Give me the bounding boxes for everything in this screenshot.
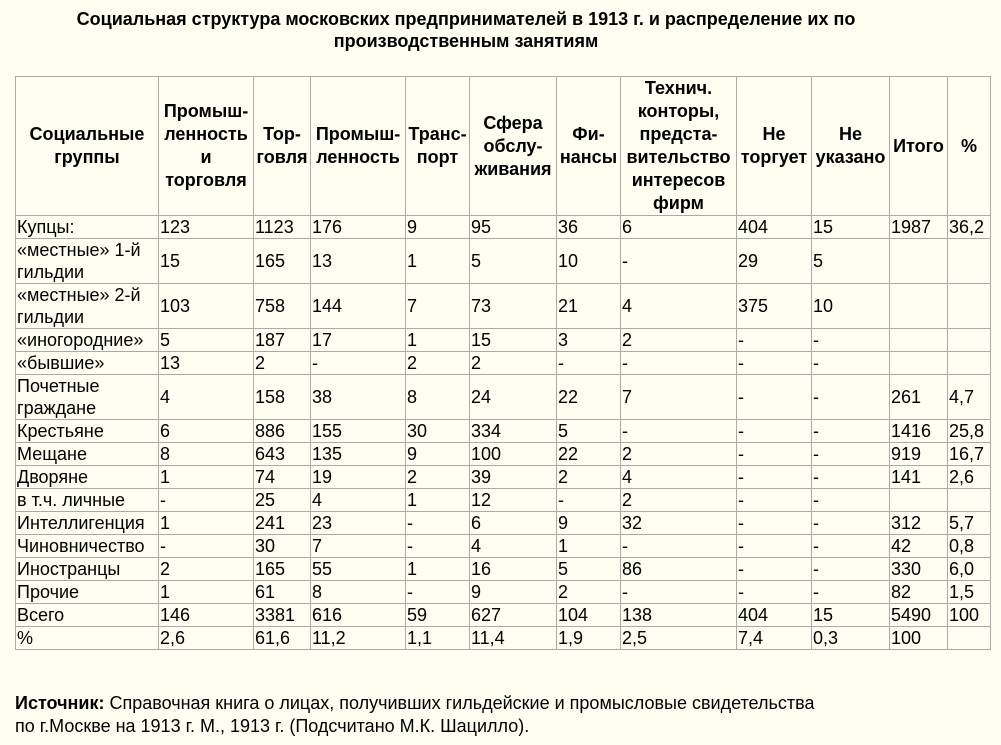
table-cell: 6 [470,512,557,535]
table-cell: 1 [159,466,254,489]
table-cell: 1 [406,239,470,284]
column-header: Сфера обслу-живания [470,77,557,216]
table-cell: - [557,489,621,512]
table-cell [948,352,991,375]
table-cell: - [159,489,254,512]
source-label: Источник: [15,693,105,713]
table-cell: 4 [470,535,557,558]
table-row [16,352,991,375]
row-group-label: Дворяне [16,466,159,489]
table-cell: 187 [254,329,311,352]
table-cell: 241 [254,512,311,535]
table-cell: 9 [406,443,470,466]
table-cell: - [737,489,812,512]
table-cell: 15 [470,329,557,352]
table-cell: - [557,352,621,375]
table-cell: 404 [737,604,812,627]
table-cell: 2 [557,581,621,604]
table-cell: 15 [812,216,890,239]
title-line-1: Социальная структура московских предпринимателей в 1913 г. и распределение их по [76,9,856,29]
row-group-label: Купцы: [16,216,159,239]
table-cell: 4 [311,489,406,512]
column-header: % [948,77,991,216]
table-cell: - [812,581,890,604]
table-cell: 10 [557,239,621,284]
table-cell: 2 [159,558,254,581]
table-cell: 758 [254,284,311,329]
table-cell: 1416 [890,420,948,443]
table-cell [948,329,991,352]
table-cell: - [812,489,890,512]
table-cell: 261 [890,375,948,420]
table-cell: 5490 [890,604,948,627]
page-title [0,8,932,52]
table-cell: 334 [470,420,557,443]
column-header: Итого [890,77,948,216]
table-cell: 22 [557,375,621,420]
table-cell: 3 [557,329,621,352]
column-header: Транс-порт [406,77,470,216]
column-header: Не указано [812,77,890,216]
table-cell: 5 [812,239,890,284]
table-cell: 9 [406,216,470,239]
table-row [16,284,991,329]
table-cell: - [812,329,890,352]
table-cell: 13 [159,352,254,375]
header-row [16,77,991,216]
table-cell: - [621,352,737,375]
row-group-label: Всего [16,604,159,627]
row-group-label: Почетные граждане [16,375,159,420]
table-cell [948,284,991,329]
row-group-label: Прочие [16,581,159,604]
column-header: Социальные группы [16,77,159,216]
source-text: Справочная книга о лицах, получивших гильдейские и промысловые свидетельства [109,693,815,713]
column-header: Промыш-ленность [311,77,406,216]
table-cell: 11,2 [311,627,406,650]
table-cell [890,239,948,284]
table-cell: - [812,352,890,375]
table-cell: 8 [159,443,254,466]
table-cell: 1987 [890,216,948,239]
table-cell: 21 [557,284,621,329]
table-row [16,420,991,443]
table-cell: 330 [890,558,948,581]
table-cell: 165 [254,239,311,284]
table-cell: 2 [621,329,737,352]
table-cell: 10 [812,284,890,329]
table-cell: - [621,239,737,284]
table-cell: 1 [406,489,470,512]
table-cell: 100 [470,443,557,466]
table-cell [890,352,948,375]
table-cell: 6,0 [948,558,991,581]
table-row [16,443,991,466]
table-cell: - [406,512,470,535]
table-cell: 59 [406,604,470,627]
table-cell [890,489,948,512]
table-cell: 4 [621,284,737,329]
row-group-label: в т.ч. личные [16,489,159,512]
table-cell: 2 [621,443,737,466]
source-note [15,692,975,738]
table-cell: 25 [254,489,311,512]
table-cell: 9 [470,581,557,604]
table-cell: - [737,512,812,535]
table-row [16,581,991,604]
table-cell: 627 [470,604,557,627]
table-cell: 36 [557,216,621,239]
table-cell [948,239,991,284]
table-row [16,489,991,512]
table-cell: 404 [737,216,812,239]
table-cell: 9 [557,512,621,535]
table-cell: 1123 [254,216,311,239]
table-cell: 5 [557,420,621,443]
table-cell: 16 [470,558,557,581]
table-cell: 23 [311,512,406,535]
table-cell: 919 [890,443,948,466]
table-cell: - [737,352,812,375]
column-header: Тор-говля [254,77,311,216]
table-cell: 0,3 [812,627,890,650]
table-cell: - [621,535,737,558]
row-group-label: «местные» 1-й гильдии [16,239,159,284]
row-group-label: «иногородние» [16,329,159,352]
table-cell: 165 [254,558,311,581]
table-row [16,239,991,284]
table-cell: 144 [311,284,406,329]
table-cell: - [812,420,890,443]
table-cell: 1 [406,329,470,352]
table-cell: 12 [470,489,557,512]
table-cell: 2 [406,466,470,489]
row-group-label: Иностранцы [16,558,159,581]
table-cell: 24 [470,375,557,420]
table-cell: 1,1 [406,627,470,650]
column-header: Не торгует [737,77,812,216]
table-cell: - [311,352,406,375]
table-cell: 61 [254,581,311,604]
table-row [16,512,991,535]
table-cell: - [812,558,890,581]
table-cell: - [406,581,470,604]
table-row [16,375,991,420]
table-cell: 6 [621,216,737,239]
table-cell: 4 [159,375,254,420]
table-cell: 17 [311,329,406,352]
table-cell: - [621,581,737,604]
table-cell: 2 [254,352,311,375]
table-cell: 135 [311,443,406,466]
column-header: Фи-нансы [557,77,621,216]
column-header: Промыш-ленность и торговля [159,77,254,216]
table-cell: 2,6 [159,627,254,650]
table-cell: 1,5 [948,581,991,604]
table-cell: 61,6 [254,627,311,650]
title-line-2: производственным занятиям [333,31,599,51]
table-cell: - [812,512,890,535]
row-group-label: «бывшие» [16,352,159,375]
table-cell: - [812,443,890,466]
table-cell: - [737,420,812,443]
table-cell: 3381 [254,604,311,627]
table-row [16,558,991,581]
table-cell: 4 [621,466,737,489]
table-cell: 39 [470,466,557,489]
table-cell: 138 [621,604,737,627]
table-cell: 103 [159,284,254,329]
table-cell: 55 [311,558,406,581]
table-cell: - [737,375,812,420]
row-group-label: Чиновничество [16,535,159,558]
table-body [16,216,991,650]
table-cell: - [159,535,254,558]
table-row [16,627,991,650]
table-cell: 13 [311,239,406,284]
table-cell: - [737,466,812,489]
table-cell: 6 [159,420,254,443]
table-cell: - [621,420,737,443]
table-cell: 616 [311,604,406,627]
table-cell: 95 [470,216,557,239]
table-cell: 11,4 [470,627,557,650]
table-cell: 100 [948,604,991,627]
table-cell: 73 [470,284,557,329]
table-cell: 32 [621,512,737,535]
table-cell: 30 [406,420,470,443]
row-group-label: Крестьяне [16,420,159,443]
table-cell: 643 [254,443,311,466]
table-cell [948,489,991,512]
table-cell: 8 [311,581,406,604]
row-group-label: Мещане [16,443,159,466]
row-group-label: «местные» 2-й гильдии [16,284,159,329]
table-cell [890,284,948,329]
table-cell: 2 [621,489,737,512]
table-cell: 158 [254,375,311,420]
table-cell: 5 [159,329,254,352]
table-row [16,604,991,627]
table-cell: 155 [311,420,406,443]
table-cell: 7 [621,375,737,420]
table-cell: 86 [621,558,737,581]
table-cell: 104 [557,604,621,627]
table-cell: 1 [406,558,470,581]
table-cell: 74 [254,466,311,489]
table-cell: 38 [311,375,406,420]
table-cell: - [737,443,812,466]
table-cell: 1 [557,535,621,558]
table-cell: 15 [812,604,890,627]
table-cell: 7 [406,284,470,329]
table-cell: 100 [890,627,948,650]
table-cell: - [812,375,890,420]
table-cell: 19 [311,466,406,489]
table-cell [890,329,948,352]
table-cell: 36,2 [948,216,991,239]
table-cell: - [737,535,812,558]
table-cell: 123 [159,216,254,239]
table-cell: 375 [737,284,812,329]
table-cell: 22 [557,443,621,466]
table-cell: 1 [159,512,254,535]
table-cell: 8 [406,375,470,420]
table-cell: 886 [254,420,311,443]
table-cell: 2 [470,352,557,375]
table-cell: 2 [406,352,470,375]
table-cell: 1,9 [557,627,621,650]
table-cell: 16,7 [948,443,991,466]
table-cell: 15 [159,239,254,284]
table-cell: 82 [890,581,948,604]
source-text-2: по г.Москве на 1913 г. М., 1913 г. (Подсчитано М.К. Шацилло). [15,716,530,736]
table-cell: 312 [890,512,948,535]
data-table [15,76,991,650]
table-cell: - [737,581,812,604]
table-cell: - [737,558,812,581]
table-cell: 2,6 [948,466,991,489]
table-row [16,535,991,558]
table-cell: 0,8 [948,535,991,558]
table-cell: 2,5 [621,627,737,650]
table-cell: 146 [159,604,254,627]
table-cell: 141 [890,466,948,489]
table-row [16,216,991,239]
table-cell: - [737,329,812,352]
table-cell: 25,8 [948,420,991,443]
table-cell: 30 [254,535,311,558]
table-cell [948,627,991,650]
table-cell: 1 [159,581,254,604]
column-header: Технич. конторы, предста-вительство интересов фирм [621,77,737,216]
table-cell: 7 [311,535,406,558]
table-cell: 29 [737,239,812,284]
row-group-label: % [16,627,159,650]
table-cell: 2 [557,466,621,489]
table-cell: - [812,535,890,558]
table-cell: - [812,466,890,489]
table-row [16,466,991,489]
table-cell: 5 [470,239,557,284]
row-group-label: Интеллигенция [16,512,159,535]
table-cell: 4,7 [948,375,991,420]
table-cell: 176 [311,216,406,239]
table-cell: 7,4 [737,627,812,650]
table-row [16,329,991,352]
table-cell: 42 [890,535,948,558]
table-cell: - [406,535,470,558]
table-cell: 5,7 [948,512,991,535]
table-cell: 5 [557,558,621,581]
